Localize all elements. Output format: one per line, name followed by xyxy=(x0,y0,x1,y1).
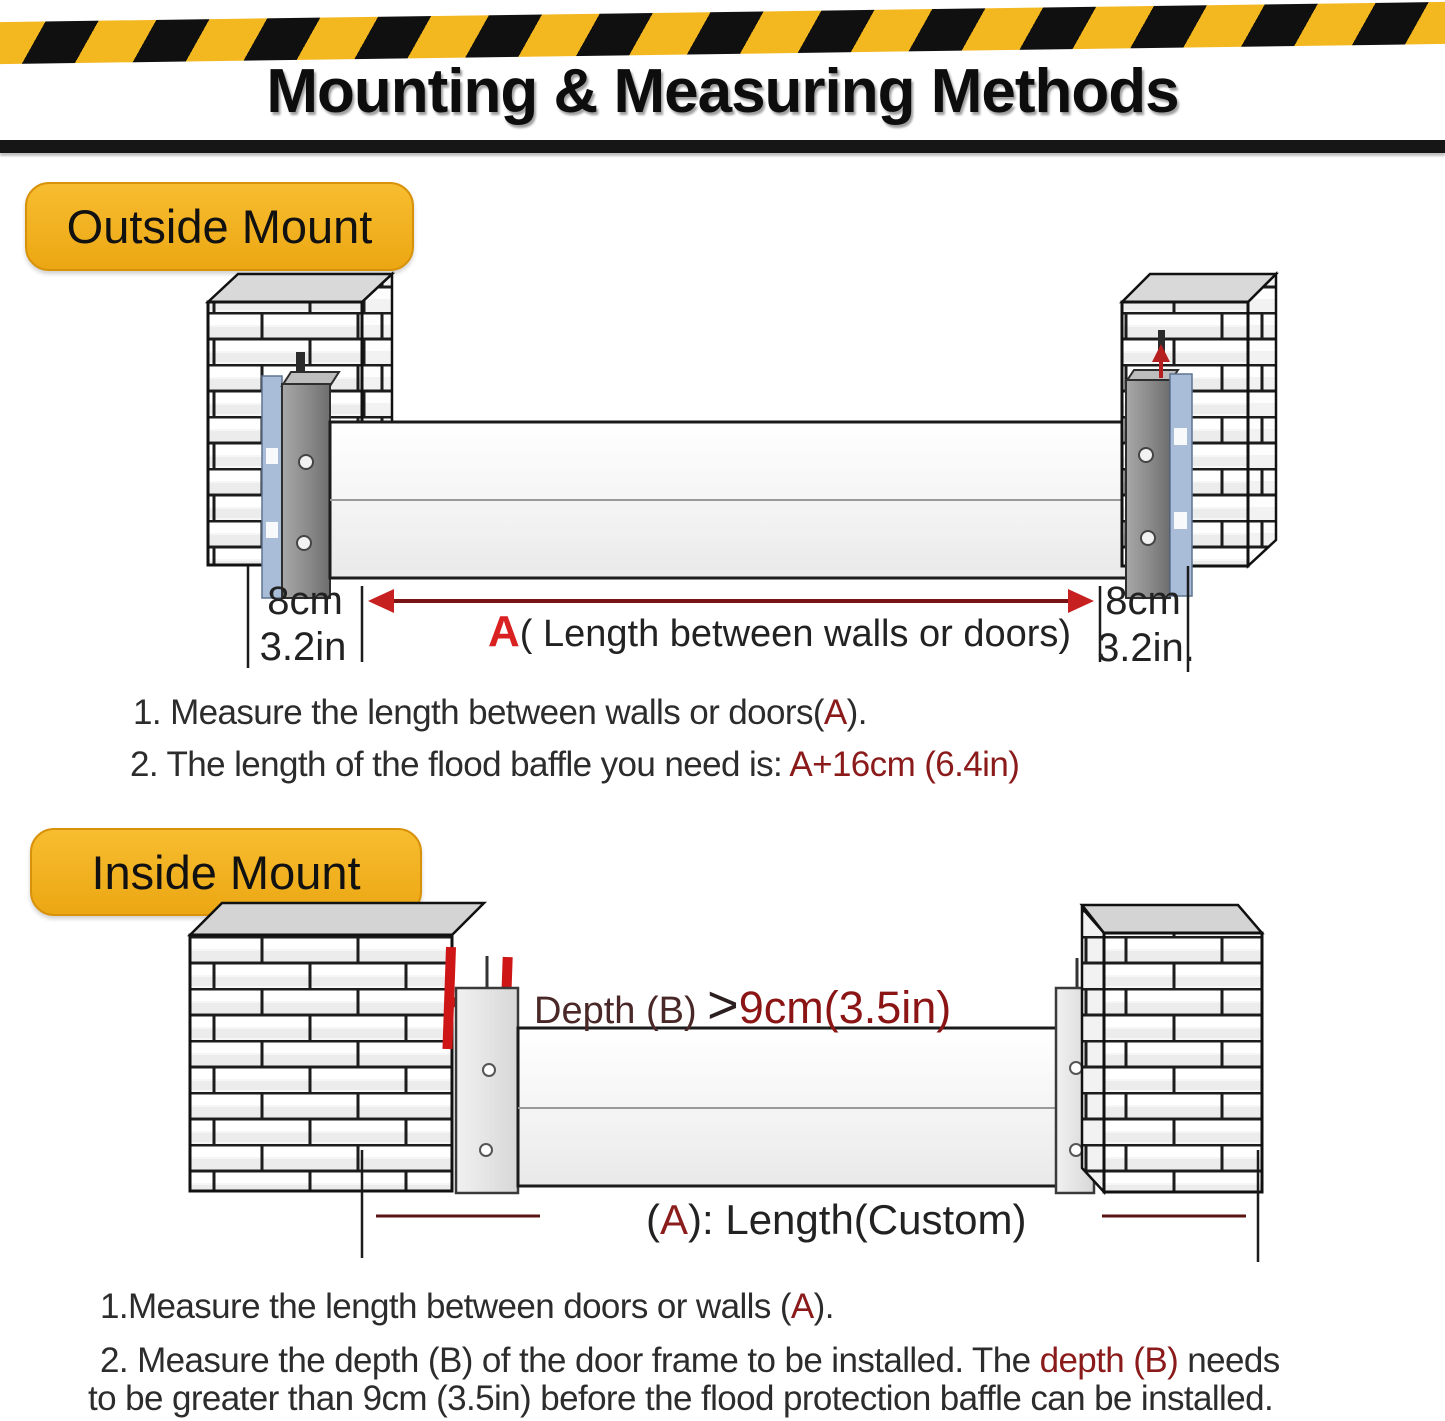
outside-mount-badge: Outside Mount xyxy=(25,182,414,271)
length-custom-label: (A): Length(Custom) xyxy=(646,1196,1027,1243)
page-title: Mounting & Measuring Methods xyxy=(266,57,1179,126)
inside-mount-diagram xyxy=(0,895,1445,1275)
seal-highlight xyxy=(266,522,278,538)
inside-note-3: to be greater than 9cm (3.5in) before the flood protection baffle can be installed. xyxy=(88,1379,1274,1418)
seal-highlight xyxy=(1174,512,1187,529)
outside-note-1: 1. Measure the length between walls or doors(A). xyxy=(133,693,867,732)
seal-highlight xyxy=(266,448,278,464)
inside-note-2: 2. Measure the depth (B) of the door frame to be installed. The depth (B) needs xyxy=(100,1341,1280,1380)
hazard-stripes-icon xyxy=(0,2,1445,65)
inside-left-rail xyxy=(456,988,518,1193)
left-measure-cm: 8cm xyxy=(267,579,343,623)
seal-highlight xyxy=(1174,428,1187,445)
flood-barrier-panels xyxy=(518,1028,1060,1186)
inside-mount-badge: Inside Mount xyxy=(30,828,422,916)
outside-note-2: 2. The length of the flood baffle you need is: A+16cm (6.4in) xyxy=(130,745,1020,784)
flood-barrier-panels xyxy=(330,422,1134,578)
inside-note-1: 1.Measure the length between doors or walls (A). xyxy=(100,1287,834,1326)
outside-right-seal-strip xyxy=(1170,374,1192,596)
banner-divider xyxy=(0,140,1445,153)
outside-left-seal-strip xyxy=(262,376,282,598)
inside-left-pillar xyxy=(190,903,484,1191)
inside-right-pillar xyxy=(1082,905,1262,1192)
right-measure-cm: 8cm xyxy=(1105,579,1181,623)
right-measure-in: 3.2in. xyxy=(1097,626,1195,670)
length-between-walls-label: A( Length between walls or doors) xyxy=(488,607,1072,656)
left-measure-in: 3.2in xyxy=(259,625,347,669)
outside-mount-diagram xyxy=(0,260,1445,680)
depth-label: Depth (B) >9cm(3.5in) xyxy=(534,975,952,1035)
length-dimension-arrow xyxy=(368,589,1094,613)
